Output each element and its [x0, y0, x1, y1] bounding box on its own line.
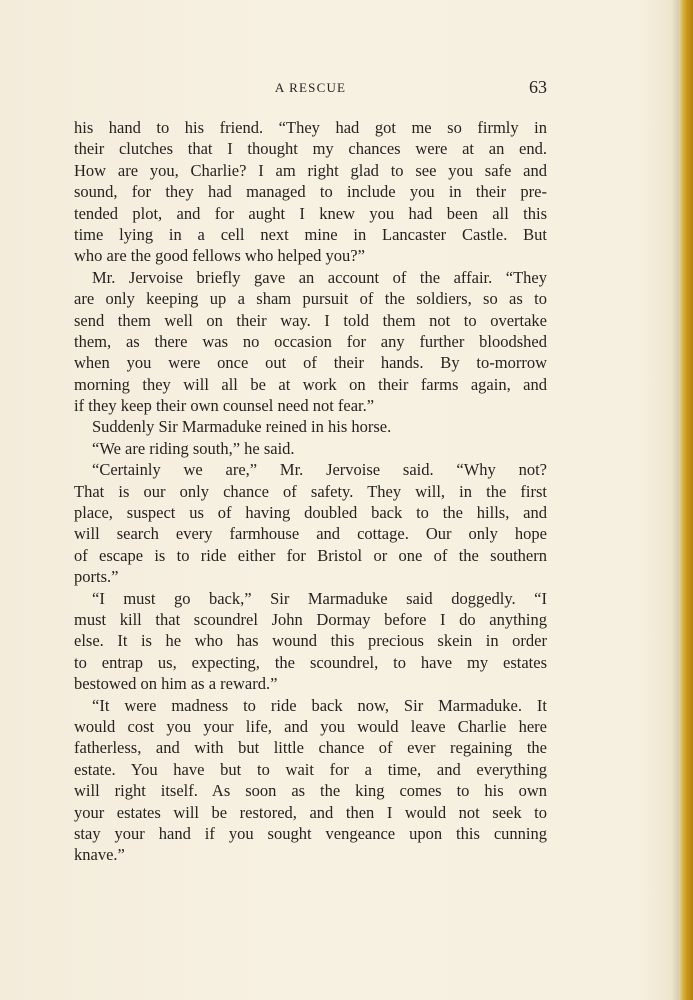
text-line: if they keep their own counsel need not fear.” [74, 396, 375, 416]
text-line: “I must go back,” Sir Marmaduke said doggedly. “I [92, 588, 547, 608]
text-line: “Certainly we are,” Mr. Jervoise said. “Why not? [92, 460, 547, 480]
text-line: them, as there was no occasion for any further bloodshed [74, 331, 547, 351]
text-line: stay your hand if you sought vengeance upon this cunning [74, 823, 547, 843]
text-line: send them well on their way. I told them not to overtake [74, 310, 547, 330]
text-line: bestowed on him as a reward.” [74, 674, 278, 694]
text-line: morning they will all be at work on their farms again, and [74, 374, 547, 394]
text-line: who are the good fellows who helped you?” [74, 246, 365, 266]
text-line: are only keeping up a sham pursuit of the soldiers, so as to [74, 289, 547, 309]
text-line: fatherless, and with but little chance of ever regaining the [74, 738, 547, 758]
text-line: his hand to his friend. “They had got me so firmly in [74, 118, 547, 137]
text-line: sound, for they had managed to include you in their pre- [74, 182, 547, 202]
text-line: to entrap us, expecting, the scoundrel, to have my estates [74, 652, 547, 672]
running-title: A RESCUE [274, 80, 347, 95]
text-line: when you were once out of their hands. By to-morrow [74, 353, 547, 373]
page-number: 63 [529, 77, 547, 97]
running-head [74, 77, 547, 100]
text-line: How are you, Charlie? I am right glad to see you safe and [74, 160, 547, 180]
page-edge-binding [679, 0, 693, 1000]
text-line: will search every farmhouse and cottage. Our only hope [74, 524, 547, 544]
body-text [74, 117, 547, 866]
text-line: your estates will be restored, and then I would not seek to [74, 802, 547, 822]
text-line: Mr. Jervoise briefly gave an account of the affair. “They [92, 267, 547, 287]
text-line: tended plot, and for aught I knew you had been all this [74, 203, 547, 223]
text-line: would cost you your life, and you would leave Charlie here [74, 716, 547, 736]
text-line: place, suspect us of having doubled back to the hills, and [74, 503, 547, 523]
text-line: “We are riding south,” he said. [92, 438, 295, 458]
text-line: of escape is to ride either for Bristol or one of the southern [74, 545, 547, 565]
text-line: Suddenly Sir Marmaduke reined in his horse. [92, 417, 392, 437]
text-line: must kill that scoundrel John Dormay before I do anything [74, 609, 547, 629]
text-line: their clutches that I thought my chances were at an end. [74, 139, 547, 159]
text-line: time lying in a cell next mine in Lancaster Castle. But [74, 224, 547, 244]
text-line: will right itself. As soon as the king comes to his own [74, 781, 547, 801]
text-line: That is our only chance of safety. They will, in the first [74, 481, 547, 501]
text-line: knave.” [74, 845, 125, 865]
text-line: ports.” [74, 567, 119, 587]
binding-shadow [671, 0, 679, 1000]
text-line: estate. You have but to wait for a time, and everything [74, 759, 547, 779]
text-line: else. It is he who has wound this precious skein in order [74, 631, 547, 651]
text-line: “It were madness to ride back now, Sir Marmaduke. It [92, 695, 547, 715]
